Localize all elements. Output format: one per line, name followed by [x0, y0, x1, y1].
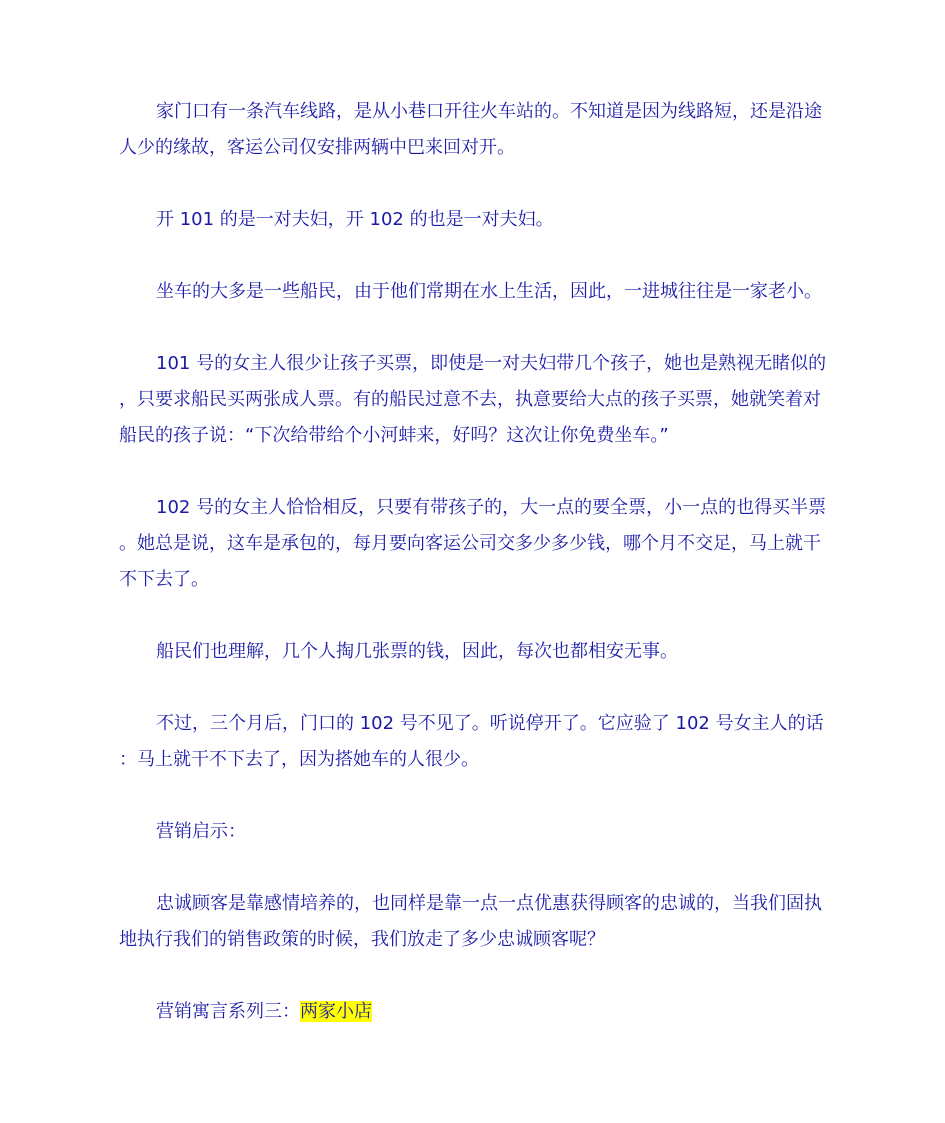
paragraph-lesson: 忠诚顾客是靠感情培养的，也同样是靠一点一点优惠获得顾客的忠诚的，当我们固执地执行我们的销售政策的时候，我们放走了多少忠诚顾客呢？ — [119, 893, 822, 950]
paragraph-bus-101: 101 号的女主人很少让孩子买票，即使是一对夫妇带几个孩子，她也是熟视无睹似的，只要求船民买两张成人票。有的船民过意不去，执意要给大点的孩子买票，她就笑着对船民的孩子说：“下次给带给个小河蚌来，好吗？这次让你免费坐车。” — [119, 353, 827, 446]
document-body — [119, 94, 831, 1030]
paragraph-passengers: 坐车的大多是一些船民，由于他们常期在水上生活，因此，一进城往往是一家老小。 — [156, 281, 822, 302]
paragraph-two-couples: 开 101 的是一对夫妇，开 102 的也是一对夫妇。 — [156, 209, 554, 230]
series-heading-highlighted-title: 两家小店 — [300, 1001, 372, 1022]
series-heading-prefix: 营销寓言系列三： — [156, 1001, 300, 1022]
series-heading — [119, 994, 831, 1030]
paragraph-lesson-heading: 营销启示： — [156, 821, 246, 842]
paragraph-bus-102: 102 号的女主人恰恰相反，只要有带孩子的，大一点的要全票，小一点的也得买半票。她总是说，这车是承包的，每月要向客运公司交多少多少钱，哪个月不交足，马上就干不下去了。 — [119, 497, 827, 590]
paragraph-understanding: 船民们也理解，几个人掏几张票的钱，因此，每次也都相安无事。 — [156, 641, 678, 662]
paragraph-bus-route: 家门口有一条汽车线路，是从小巷口开往火车站的。不知道是因为线路短，还是沿途人少的缘故，客运公司仅安排两辆中巴来回对开。 — [119, 101, 822, 158]
paragraph-outcome: 不过，三个月后，门口的 102 号不见了。听说停开了。它应验了 102 号女主人的话：马上就干不下去了，因为搭她车的人很少。 — [119, 713, 824, 770]
